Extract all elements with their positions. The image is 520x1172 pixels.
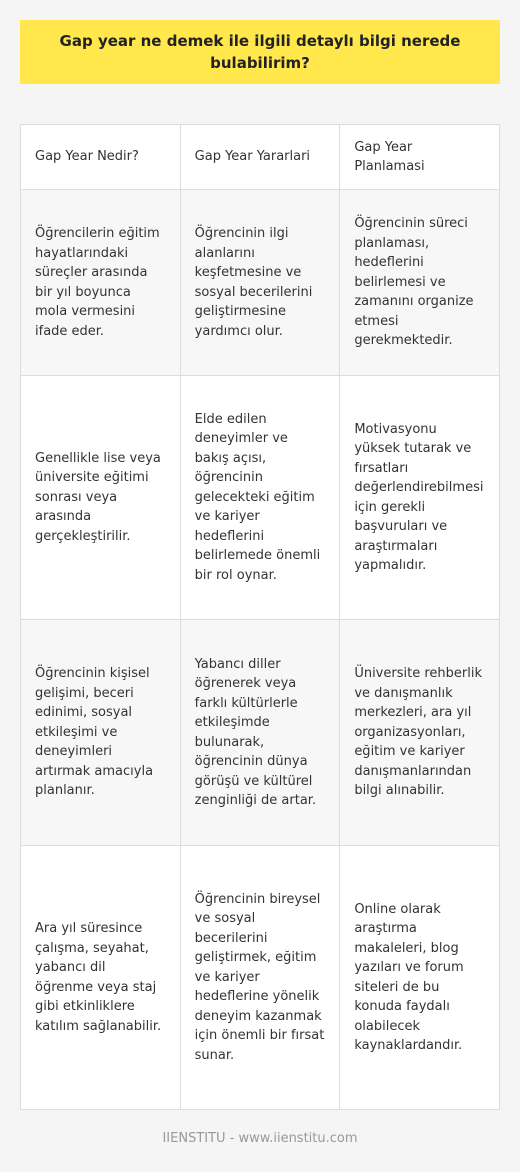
column-header-planlamasi: Gap Year Planlamasi [340, 125, 500, 190]
footer-credit: IIENSTITU - www.iienstitu.com [162, 1131, 358, 1146]
table-row [21, 376, 500, 620]
table-cell: Öğrencinin bireysel ve sosyal becerilerini geliştirmek, eğitim ve kariyer hedeflerine yönelik deneyim kazanmak için önemli bir fırsat sunar. [180, 846, 340, 1110]
gap-year-table [20, 124, 500, 1110]
title-banner [20, 20, 500, 84]
table-cell: Elde edilen deneyimler ve bakış açısı, öğrencinin gelecekteki eğitim ve kariyer hedeflerini belirlemede önemli bir rol oynar. [180, 376, 340, 620]
table-row [21, 190, 500, 376]
table-cell: Yabancı diller öğrenerek veya farklı kültürlerle etkileşimde bulunarak, öğrencinin dünya görüşü ve kültürel zenginliği de artar. [180, 620, 340, 846]
table-row [21, 620, 500, 846]
table-cell: Öğrencinin süreci planlaması, hedeflerini belirlemesi ve zamanını organize etmesi gerekmektedir. [340, 190, 500, 376]
table-row [21, 846, 500, 1110]
table-cell: Öğrencinin ilgi alanlarını keşfetmesine ve sosyal becerilerini geliştirmesine yardımcı olur. [180, 190, 340, 376]
table-cell: Genellikle lise veya üniversite eğitimi sonrası veya arasında gerçekleştirilir. [21, 376, 181, 620]
column-header-nedir: Gap Year Nedir? [21, 125, 181, 190]
table-cell: Ara yıl süresince çalışma, seyahat, yabancı dil öğrenme veya staj gibi etkinliklere katılım sağlanabilir. [21, 846, 181, 1110]
table-cell: Motivasyonu yüksek tutarak ve fırsatları değerlendirebilmesi için gerekli başvuruları ve araştırmaları yapmalıdır. [340, 376, 500, 620]
table-cell: Öğrencilerin eğitim hayatlarındaki süreçler arasında bir yıl boyunca mola vermesini ifade eder. [21, 190, 181, 376]
table-header-row [21, 125, 500, 190]
table-cell: Üniversite rehberlik ve danışmanlık merkezleri, ara yıl organizasyonları, eğitim ve kariyer danışmanlarından bilgi alınabilir. [340, 620, 500, 846]
table-cell: Online olarak araştırma makaleleri, blog yazıları ve forum siteleri de bu konuda faydalı olabilecek kaynaklardandır. [340, 846, 500, 1110]
column-header-yararlari: Gap Year Yararlari [180, 125, 340, 190]
table-cell: Öğrencinin kişisel gelişimi, beceri edinimi, sosyal etkileşimi ve deneyimleri artırmak amacıyla planlanır. [21, 620, 181, 846]
page-title: Gap year ne demek ile ilgili detaylı bilgi nerede bulabilirim? [59, 32, 461, 72]
